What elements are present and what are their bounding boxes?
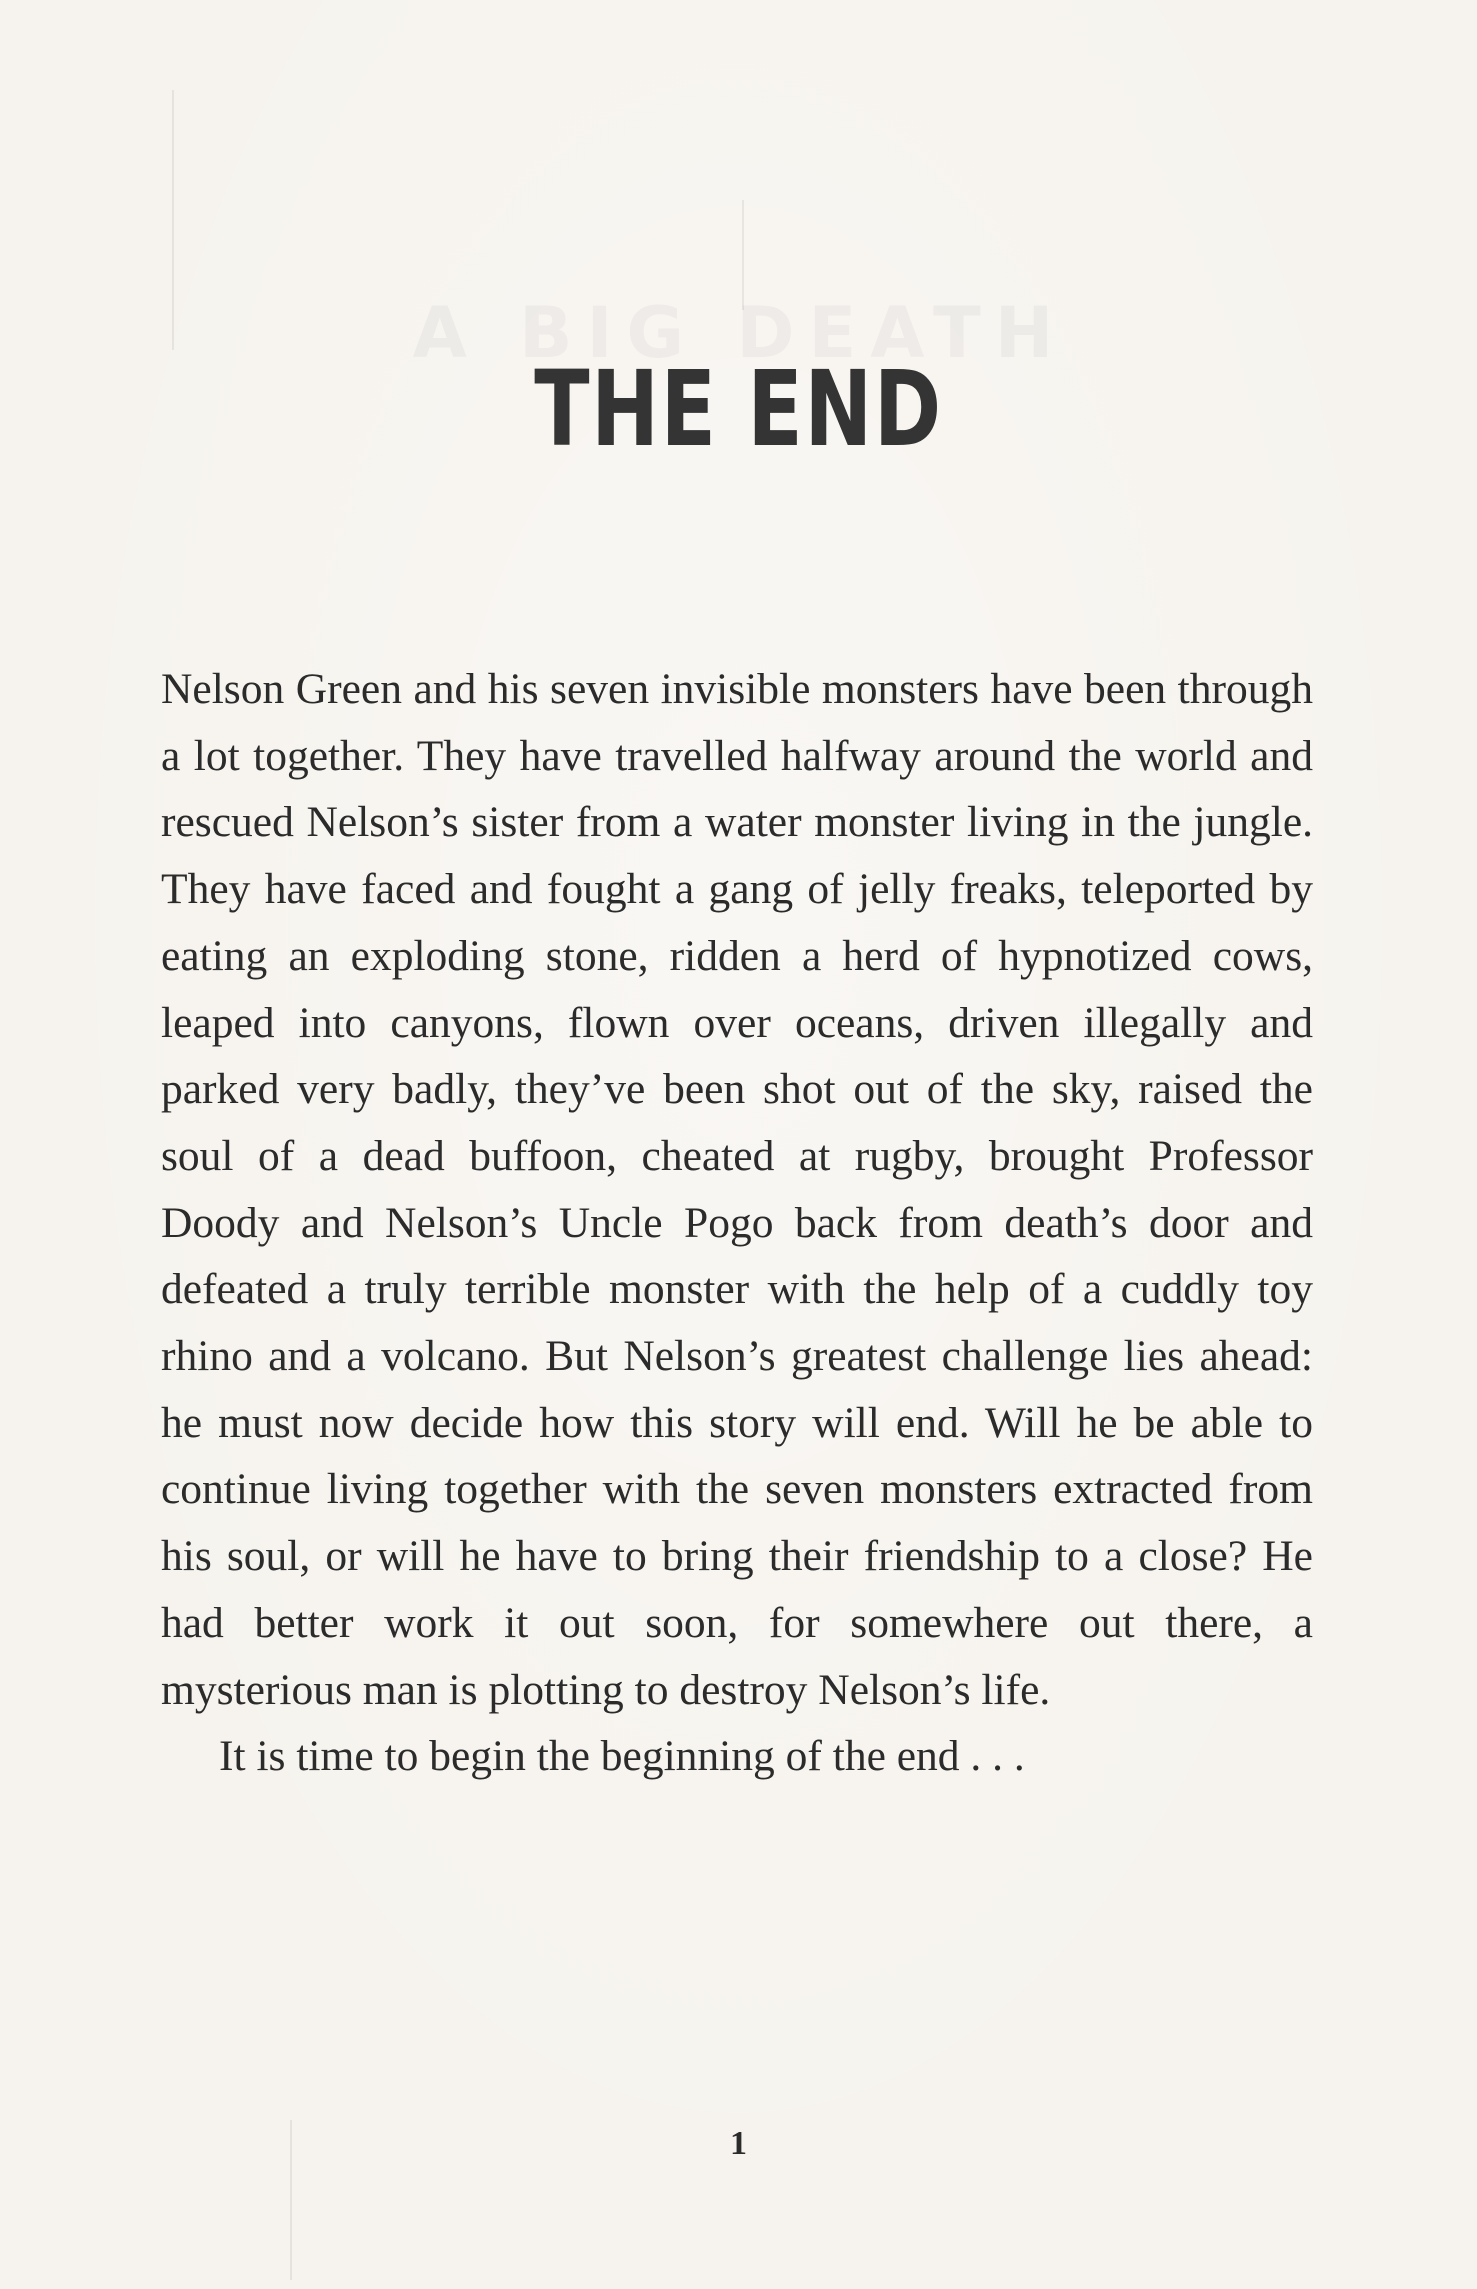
show-through-text: A BIG DEATH xyxy=(412,292,1068,374)
page-crease-left xyxy=(172,90,174,350)
chapter-title: THE END xyxy=(534,347,943,470)
closing-paragraph: It is time to begin the beginning of the end . . . xyxy=(219,1732,1025,1781)
chapter-body xyxy=(161,656,1313,1790)
page-crease-center xyxy=(742,200,744,310)
page-number: 1 xyxy=(730,2125,747,2162)
body-paragraph: Nelson Green and his seven invisible monsters have been through a lot together. They have travelled halfway around the world and rescued Nelson’s sister from a water monster living in the jungle. They have faced and fought a gang of jelly freaks, teleported by eating an exploding stone, ridden a herd of hypnotized cows, leaped into canyons, flown over oceans, driven illegally and parked very badly, they’ve been shot out of the sky, raised the soul of a dead buffoon, cheated at rugby, brought Professor Doody and Nelson’s Uncle Pogo back from death’s door and defeated a truly terrible monster with the help of a cuddly toy rhino and a volcano. But Nelson’s greatest challenge lies ahead: he must now decide how this story will end. Will he be able to continue living together with the seven monsters extracted from his soul, or will he have to bring their friendship to a close? He had better work it out soon, for somewhere out there, a mysterious man is plotting to destroy Nelson’s life. xyxy=(161,665,1313,1714)
